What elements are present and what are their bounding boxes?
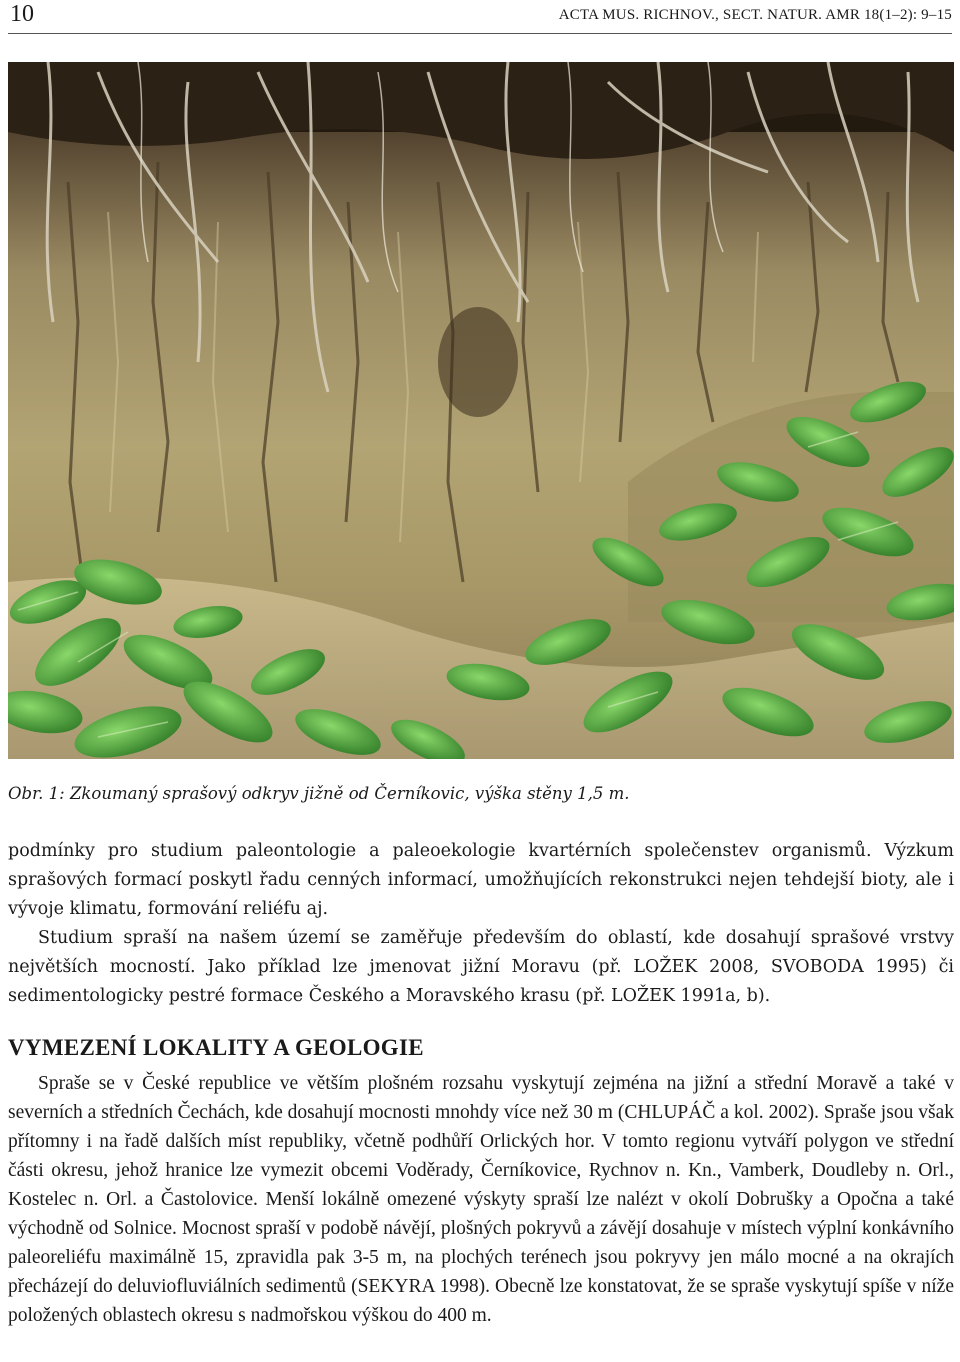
page-header [8, 0, 952, 34]
figure-caption: Obr. 1: Zkoumaný sprašový odkryv jižně od Černíkovic, výška stěny 1,5 m. [8, 784, 630, 803]
journal-running-title: ACTA MUS. RICHNOV., SECT. NATUR. AMR 18(1–2): 9–15 [558, 7, 952, 23]
paragraph-continuation: podmínky pro studium paleontologie a paleoekologie kvartérních společenstev organismů. Výzkum sprašových formací poskytl řadu cenných informací, umožňujících rekonstrukci nejen tehdejší bioty, ale i vývoje klimatu, formování reliéfu aj. [8, 841, 954, 919]
page-number: 10 [10, 1, 34, 27]
paragraph-loess-study: Studium spraší na našem území se zaměřuje především do oblastí, kde dosahují sprašové vrstvy největších mocností. Jako příklad lze jmenovat jižní Moravu (př. LOŽEK 2008, SVOBODA 1995) či sedimentologicky pestré formace Českého a Moravského krasu (př. LOŽEK 1991a, b). [8, 928, 954, 1006]
section-heading: VYMEZENÍ LOKALITY A GEOLOGIE [8, 1035, 424, 1060]
paragraph-locality: Spraše se v České republice ve větším plošném rozsahu vyskytují zejména na jižní a střední Moravě a také v severních a středních Čechách, kde dosahují mocnosti mnohdy více než 30 m (CHLUPÁČ a kol. 2002). Spraše jsou však přítomny i na řadě dalších míst republiky, včetně podhůří Orlických hor. V tomto regionu vytváří polygon ve střední části okresu, jehož hranice lze vymezit obcemi Voděrady, Černíkovice, Rychnov n. Kn., Vamberk, Doudleby n. Orl., Kostelec n. Orl. a Častolovice. Menší lokálně omezené výskyty spraší lze nalézt v okolí Dobrušky a Opočna a také východně od Solnice. Mocnost spraší v podobě návějí, plošných pokryvů a závějí dosahuje v místech výplní konkávního paleoreliéfu maximálně 15, zpravidla pak 3-5 m, na plochých terénech jsou pokryvy jen málo mocné a na okrajích přecházejí do deluviofluviálních sedimentů (SEKYRA 1998). Obecně lze konstatovat, že se spraše vyskytují spíše v níže položených oblastech okresu s nadmořskou výškou do 400 m. [8, 1073, 954, 1326]
photo-illustration [8, 62, 954, 759]
loess-outcrop-photo [8, 62, 954, 759]
